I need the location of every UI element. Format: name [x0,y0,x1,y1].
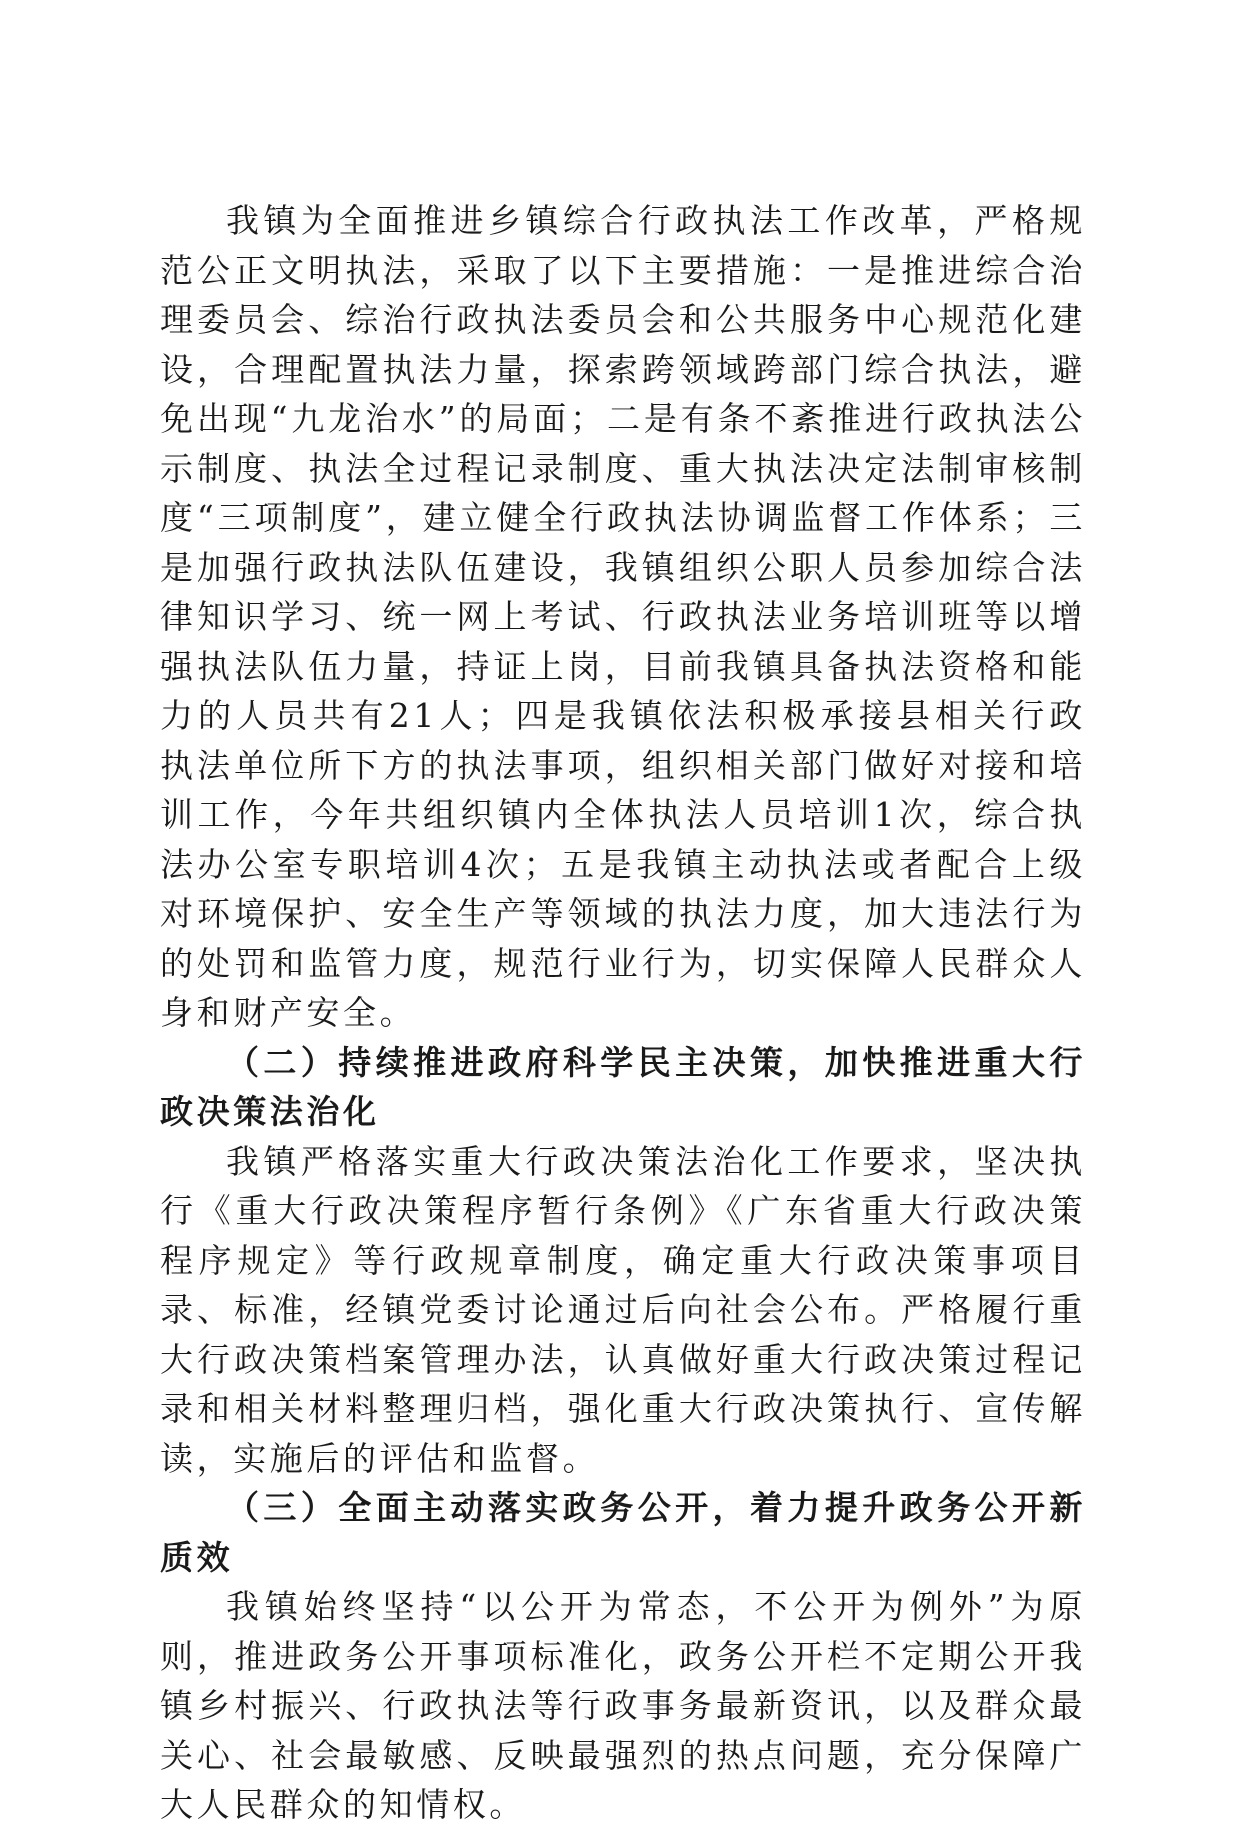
document-body [160,196,1086,1830]
paragraph-government-affairs: 我镇始终坚持“以公开为常态，不公开为例外”为原则，推进政务公开事项标准化，政务公开栏不定期公开我镇乡村振兴、行政执法等行政事务最新资讯，以及群众最关心、社会最敏感、反映最强烈的热点问题，充分保障广大人民群众的知情权。 [160,1587,1086,1824]
section-heading-government-affairs: （三）全面主动落实政务公开，着力提升政务公开新质效 [160,1488,1086,1577]
paragraph-law-enforcement-reform: 我镇为全面推进乡镇综合行政执法工作改革，严格规范公正文明执法，采取了以下主要措施：一是推进综合治理委员会、综治行政执法委员会和公共服务中心规范化建设，合理配置执法力量，探索跨领域跨部门综合执法，避免出现“九龙治水”的局面；二是有条不紊推进行政执法公示制度、执法全过程记录制度、重大执法决定法制审核制度“三项制度”，建立健全行政执法协调监督工作体系；三是加强行政执法队伍建设，我镇组织公职人员参加综合法律知识学习、统一网上考试、行政执法业务培训班等以增强执法队伍力量，持证上岗，目前我镇具备执法资格和能力的人员共有21人；四是我镇依法积极承接县相关行政执法单位所下方的执法事项，组织相关部门做好对接和培训工作，今年共组织镇内全体执法人员培训1次，综合执法办公室专职培训4次；五是我镇主动执法或者配合上级对环境保护、安全生产等领域的执法力度，加大违法行为的处罚和监管力度，规范行业行为，切实保障人民群众人身和财产安全。 [160,201,1086,1032]
section-heading-decision-making: （二）持续推进政府科学民主决策，加快推进重大行政决策法治化 [160,1042,1086,1131]
paragraph-decision-making: 我镇严格落实重大行政决策法治化工作要求，坚决执行《重大行政决策程序暂行条例》《广东省重大行政决策程序规定》等行政规章制度，确定重大行政决策事项目录、标准，经镇党委讨论通过后向社会公布。严格履行重大行政决策档案管理办法，认真做好重大行政决策过程记录和相关材料整理归档，强化重大行政决策执行、宣传解读，实施后的评估和监督。 [160,1141,1086,1478]
